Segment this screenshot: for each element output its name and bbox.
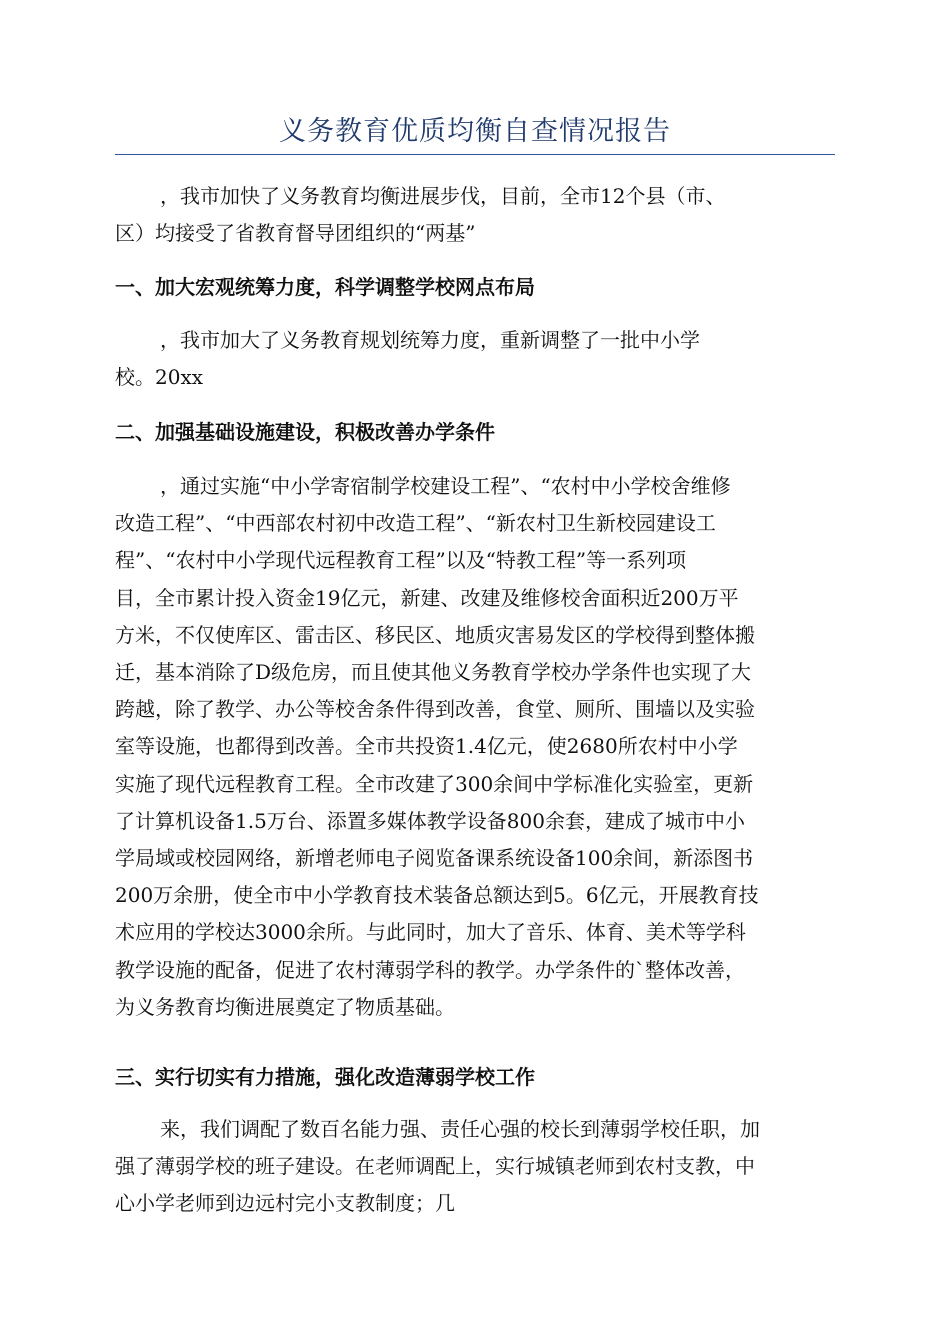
section-1-heading: 一、加大宏观统筹力度，科学调整学校网点布局	[115, 275, 535, 299]
paragraph-line: ，通过实施“中小学寄宿制学校建设工程”、“农村中小学校舍维修	[160, 474, 731, 498]
paragraph-line: ，我市加大了义务教育规划统筹力度，重新调整了一批中小学	[160, 328, 700, 352]
intro-line: 区）均接受了省教育督导团组织的“两基”	[115, 221, 476, 246]
section-2-paragraph	[115, 468, 835, 1026]
paragraph-line: 程”、“农村中小学现代远程教育工程”以及“特教工程”等一系列项	[115, 548, 687, 573]
paragraph-line: 术应用的学校达3000余所。与此同时，加大了音乐、体育、美术等学科	[115, 920, 746, 945]
section-1-paragraph	[115, 322, 835, 396]
paragraph-line: 改造工程”、“中西部农村初中改造工程”、“新农村卫生新校园建设工	[115, 511, 716, 536]
document-title: 义务教育优质均衡自查情况报告	[279, 116, 671, 147]
paragraph-line: 200万余册，使全市中小学教育技术装备总额达到5。6亿元，开展教育技	[115, 883, 759, 908]
paragraph-line: 室等设施，也都得到改善。全市共投资1.4亿元，使2680所农村中小学	[115, 734, 738, 759]
paragraph-line: 了计算机设备1.5万台、添置多媒体教学设备800余套，建成了城市中小	[115, 808, 745, 833]
section-3-heading: 三、实行切实有力措施，强化改造薄弱学校工作	[115, 1065, 535, 1089]
intro-paragraph	[115, 178, 835, 252]
paragraph-line: 学局域或校园网络，新增老师电子阅览备课系统设备100余间，新添图书	[115, 846, 754, 871]
title-underline	[115, 154, 835, 155]
section-3-paragraph	[115, 1111, 835, 1223]
paragraph-line: 校。20xx	[115, 365, 204, 390]
paragraph-line: 为义务教育均衡进展奠定了物质基础。	[115, 994, 455, 1019]
paragraph-line: 目，全市累计投入资金19亿元，新建、改建及维修校舍面积近200万平	[115, 585, 739, 610]
paragraph-line: 迁，基本消除了D级危房，而且使其他义务教育学校办学条件也实现了大	[115, 660, 752, 685]
paragraph-line: 实施了现代远程教育工程。全市改建了300余间中学标准化实验室，更新	[115, 771, 754, 796]
paragraph-line: 跨越，除了教学、办公等校舍条件得到改善，食堂、厕所、围墙以及实验	[115, 697, 755, 722]
paragraph-line: 方米，不仅使库区、雷击区、移民区、地质灾害易发区的学校得到整体搬	[115, 622, 755, 647]
paragraph-line: 来，我们调配了数百名能力强、责任心强的校长到薄弱学校任职，加	[160, 1117, 760, 1141]
intro-line: ，我市加快了义务教育均衡进展步伐，目前，全市12个县（市、	[160, 184, 726, 208]
paragraph-line: 教学设施的配备，促进了农村薄弱学科的教学。办学条件的`整体改善，	[115, 957, 745, 982]
paragraph-line: 心小学老师到边远村完小支教制度；几	[115, 1191, 455, 1216]
section-2-heading: 二、加强基础设施建设，积极改善办学条件	[115, 420, 495, 444]
paragraph-line: 强了薄弱学校的班子建设。在老师调配上，实行城镇老师到农村支教，中	[115, 1154, 755, 1179]
